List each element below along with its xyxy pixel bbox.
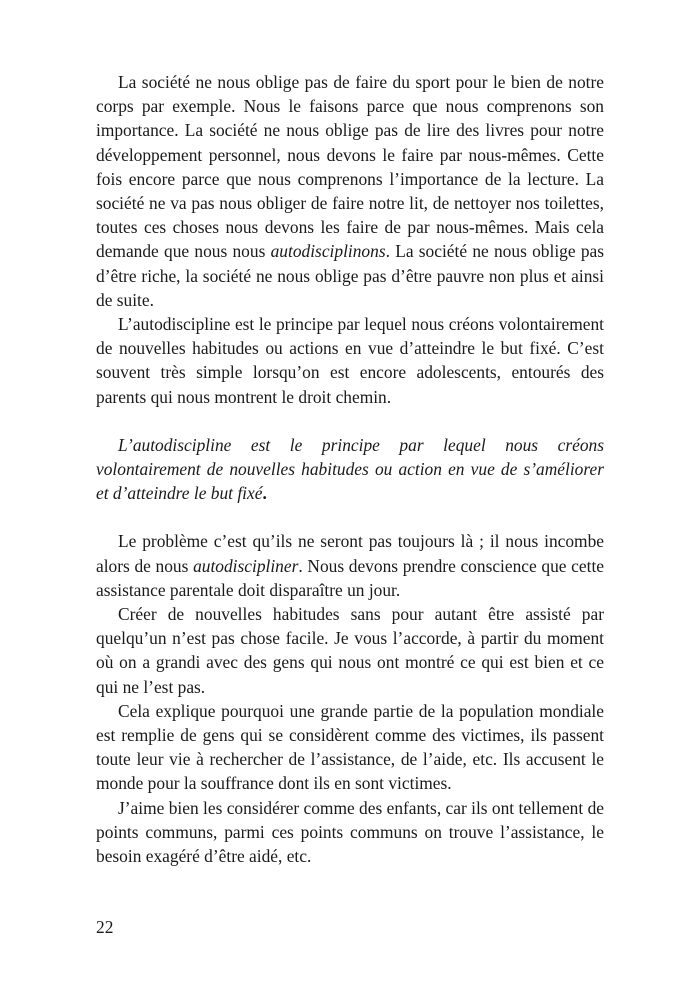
- paragraph-5: [96, 699, 604, 796]
- spacer: [96, 409, 604, 433]
- paragraph-1-emphasis: autodisciplinons: [270, 241, 386, 262]
- paragraph-1-text-b: . La société ne nous oblige pas d’être riche, la société ne nous oblige pas d’être pauvre non plus et ainsi de suite.: [96, 241, 604, 310]
- paragraph-2-text: L’autodiscipline est le principe par lequel nous créons volontairement de nouvelles habitudes ou actions en vue d’atteindre le but fixé. C’est souvent très simple lorsqu’on est encore adolescents, entourés des parents qui nous montrent le droit chemin.: [96, 314, 604, 407]
- spacer: [96, 505, 604, 529]
- paragraph-6: [96, 796, 604, 869]
- pull-quote-period: .: [262, 483, 267, 504]
- pull-quote: [96, 433, 604, 506]
- paragraph-3-text-a: Le problème c’est qu’ils ne seront pas toujours là ; il nous incombe alors de nous: [96, 531, 604, 576]
- paragraph-2: [96, 312, 604, 409]
- paragraph-3-text-b: . Nous devons prendre conscience que cette assistance parentale doit disparaître un jour.: [96, 555, 604, 600]
- paragraph-6-text: J’aime bien les considérer comme des enfants, car ils ont tellement de points communs, parmi ces points communs on trouve l’assistance, le besoin exagéré d’être aidé, etc.: [96, 797, 604, 867]
- paragraph-4: [96, 602, 604, 699]
- pull-quote-text: L’autodiscipline est le principe par lequel nous créons volontairement de nouvelles habitudes ou action en vue de s’améliorer et d’atteindre le but fixé: [96, 434, 604, 504]
- paragraph-5-text: Cela explique pourquoi une grande partie de la population mondiale est remplie de gens qui se considèrent comme des victimes, ils passent toute leur vie à rechercher de l’assistance, de l’aide, etc. Ils accusent le monde pour la souffrance dont ils en sont victimes.: [96, 700, 604, 794]
- paragraph-1: [96, 70, 604, 312]
- paragraph-4-text: Créer de nouvelles habitudes sans pour autant être assisté par quelqu’un n’est pas chose facile. Je vous l’accorde, à partir du moment où on a grandi avec des gens qui nous ont montré ce qui est bien et ce qui ne l’est pas.: [96, 604, 604, 697]
- paragraph-3-emphasis: autodiscipliner: [193, 555, 299, 576]
- page-number: 22: [96, 917, 114, 937]
- paragraph-1-text-a: La société ne nous oblige pas de faire du sport pour le bien de notre corps par exemple. Nous le faisons parce que nous comprenons son importance. La société ne nous oblige pas de lire des livres pour notre développement personnel, nous devons le faire par nous-mêmes. Cette fois encore parce que nous comprenons l’importance de la lecture. La société ne va pas nous obliger de faire notre lit, de nettoyer nos toilettes, toutes ces choses nous devons les faire de par nous-mêmes. Mais cela demande que nous nous: [96, 72, 604, 262]
- page-body: [96, 70, 604, 868]
- paragraph-3: [96, 529, 604, 602]
